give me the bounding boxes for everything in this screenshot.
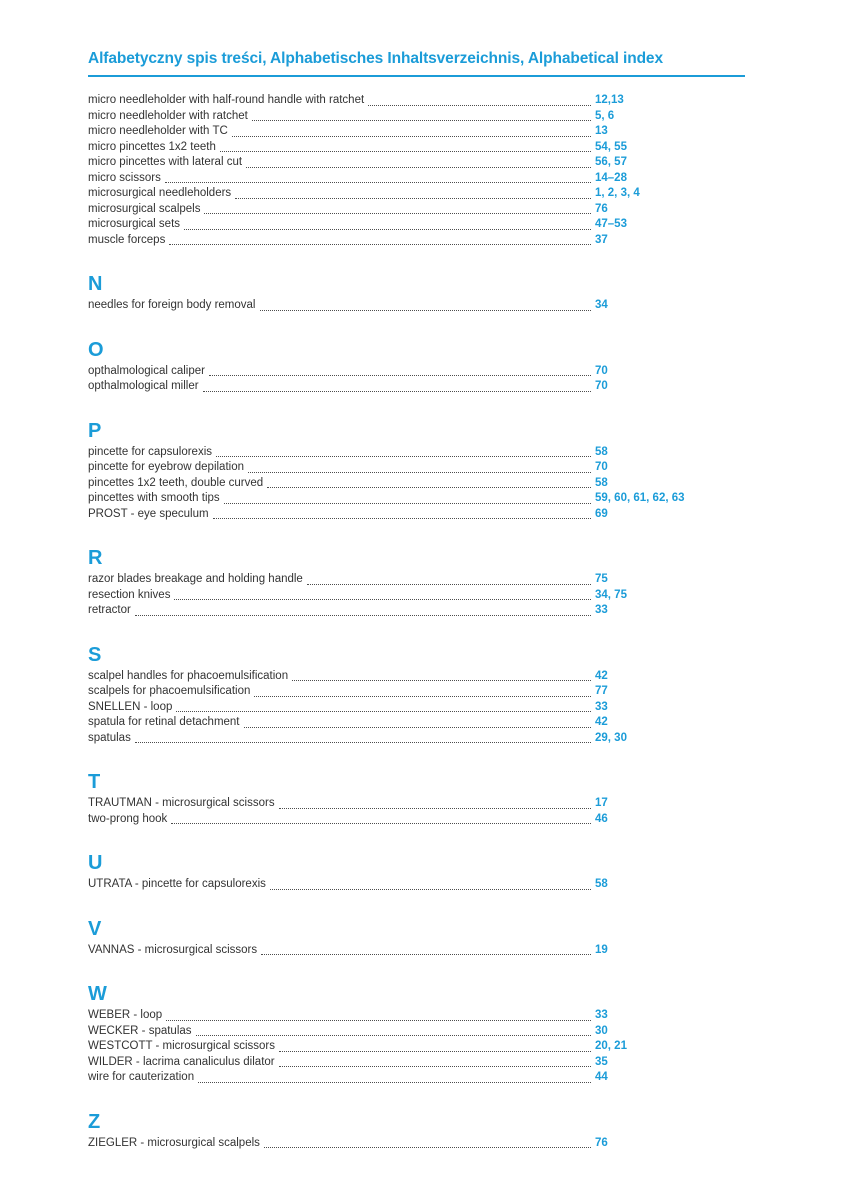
page-title: Alfabetyczny spis treści, Alphabetisches Inhaltsverzeichnis, Alphabetical index [88,50,663,67]
dotted-leader [209,375,591,376]
dotted-leader [174,599,591,600]
index-entry-row [88,1039,745,1055]
dotted-leader [220,151,591,152]
index-entry-row [88,109,745,125]
entry-page-numbers: 58 [595,445,608,458]
entry-page-numbers: 13 [595,125,608,137]
index-entry-row [88,943,745,959]
index-entry-row [88,507,745,523]
dotted-leader [184,229,591,230]
entry-page-numbers: 44 [595,1071,608,1083]
section-rows [88,1136,745,1152]
entry-label: micro needleholder with ratchet [88,109,248,122]
index-section [88,918,745,959]
entry-label: scalpel handles for phacoemulsification [88,669,289,682]
entry-label: TRAUTMAN - microsurgical scissors [88,797,275,809]
index-entry-row [88,171,745,187]
dotted-leader [204,213,591,214]
dotted-leader [279,808,591,809]
entry-page-numbers: 19 [595,943,608,956]
entry-page-numbers: 76 [595,1136,608,1149]
section-rows [88,1008,745,1086]
index-entry-row [88,669,745,685]
dotted-leader [244,727,591,728]
section-rows [88,445,745,523]
dotted-leader [267,487,591,488]
entry-label: opthalmological miller [88,380,199,392]
entry-page-numbers: 75 [595,573,608,585]
dotted-leader [176,711,591,712]
index-section [88,1111,745,1152]
section-letter: U [88,852,103,874]
entry-label: microsurgical sets [88,218,181,230]
index-entry-row [88,1055,745,1071]
dotted-leader [279,1051,591,1052]
entry-page-numbers: 35 [595,1055,608,1068]
entry-page-numbers: 30 [595,1024,608,1037]
index-entry-row [88,93,745,109]
section-rows [88,572,745,619]
index-entry-row [88,445,745,461]
section-rows [88,669,745,747]
index-section [88,273,745,314]
index-entry-row [88,476,745,492]
entry-label: spatulas [88,731,131,744]
index-section [88,420,745,523]
dotted-leader [279,1066,591,1067]
entry-label: WESTCOTT - microsurgical scissors [88,1040,275,1052]
dotted-leader [196,1035,591,1036]
entry-label: WILDER - lacrima canaliculus dilator [88,1055,275,1068]
dotted-leader [252,120,591,121]
entry-label: micro needleholder with TC [88,125,228,137]
entry-label: scalpels for phacoemulsification [88,685,251,697]
index-entry-row [88,140,745,156]
index-section [88,852,745,893]
index-entry-row [88,364,745,380]
entry-label: spatula for retinal detachment [88,716,240,728]
index-entry-row [88,603,745,619]
section-letter: W [88,983,107,1005]
dotted-leader [235,198,591,199]
entry-label: pincette for capsulorexis [88,445,213,458]
entry-page-numbers: 59, 60, 61, 62, 63 [595,492,685,504]
index-entry-row [88,1024,745,1040]
entry-page-numbers: 29, 30 [595,731,627,744]
entry-page-numbers: 37 [595,233,608,246]
entry-label: resection knives [88,588,171,601]
index-section [88,771,745,827]
entry-page-numbers: 76 [595,202,608,215]
dotted-leader [224,503,591,504]
index-entry-row [88,1070,745,1086]
index-entry-row [88,491,745,507]
index-entry-row [88,588,745,604]
section-letter: S [88,643,102,666]
entry-label: pincette for eyebrow depilation [88,461,244,473]
index-section [88,93,745,248]
index-entry-row [88,812,745,828]
entry-label: wire for cauterization [88,1071,195,1083]
index-entry-row [88,186,745,202]
dotted-leader [368,105,591,106]
entry-page-numbers: 42 [595,716,608,728]
index-entry-row [88,877,745,893]
entry-label: pincettes 1x2 teeth, double curved [88,476,264,489]
entry-page-numbers: 33 [595,700,608,713]
entry-label: ZIEGLER - microsurgical scalpels [88,1136,260,1149]
index-entry-row [88,572,745,588]
section-letter: V [88,917,102,940]
entry-label: micro needleholder with half-round handle with ratchet [88,94,365,106]
dotted-leader [165,182,591,183]
entry-page-numbers: 69 [595,507,608,520]
dotted-leader [264,1147,591,1148]
entry-label: muscle forceps [88,233,166,246]
entry-page-numbers: 5, 6 [595,109,615,122]
section-letter: N [88,273,103,295]
entry-page-numbers: 70 [595,461,608,473]
dotted-leader [261,954,591,955]
index-entry-row [88,1008,745,1024]
index-section [88,547,745,619]
dotted-leader [246,167,591,168]
entry-label: VANNAS - microsurgical scissors [88,943,258,956]
index-entry-row [88,460,745,476]
entry-page-numbers: 33 [595,604,608,616]
entry-page-numbers: 34, 75 [595,588,627,601]
entry-label: opthalmological caliper [88,364,205,377]
dotted-leader [169,244,591,245]
index-entry-row [88,155,745,171]
dotted-leader [292,680,591,681]
entry-page-numbers: 70 [595,364,608,377]
entry-page-numbers: 70 [595,380,608,392]
entry-label: two-prong hook [88,812,168,825]
entry-label: SNELLEN - loop [88,700,173,713]
entry-page-numbers: 20, 21 [595,1040,627,1052]
dotted-leader [135,742,591,743]
entry-label: needles for foreign body removal [88,299,256,311]
index-entry-row [88,715,745,731]
index-entry-row [88,379,745,395]
index-section [88,983,745,1086]
section-letter: Z [88,1110,101,1133]
dotted-leader [166,1020,591,1021]
section-rows [88,943,745,959]
section-letter: P [88,419,102,442]
index-entry-row [88,217,745,233]
entry-label: WEBER - loop [88,1009,163,1021]
entry-label: micro scissors [88,171,161,184]
dotted-leader [260,310,592,311]
index-sections [88,93,745,1151]
index-entry-row [88,233,745,249]
section-letter: T [88,771,101,793]
dotted-leader [254,696,591,697]
entry-page-numbers: 77 [595,685,608,697]
section-rows [88,298,745,314]
entry-page-numbers: 42 [595,669,608,682]
index-section [88,644,745,747]
index-section [88,339,745,395]
entry-label: UTRATA - pincette for capsulorexis [88,878,266,890]
section-rows [88,877,745,893]
dotted-leader [135,615,591,616]
index-entry-row [88,684,745,700]
entry-page-numbers: 54, 55 [595,140,627,153]
entry-label: micro pincettes 1x2 teeth [88,140,216,153]
dotted-leader [307,584,591,585]
dotted-leader [198,1082,591,1083]
dotted-leader [216,456,591,457]
dotted-leader [171,823,591,824]
index-entry-row [88,124,745,140]
dotted-leader [203,391,591,392]
index-entry-row [88,731,745,747]
dotted-leader [270,889,591,890]
entry-label: microsurgical needleholders [88,187,232,199]
entry-page-numbers: 46 [595,812,608,825]
index-entry-row [88,298,745,314]
entry-page-numbers: 14–28 [595,171,627,184]
index-entry-row [88,700,745,716]
dotted-leader [248,472,591,473]
index-entry-row [88,202,745,218]
index-entry-row [88,796,745,812]
section-rows [88,364,745,395]
section-letter: R [88,547,103,569]
entry-label: PROST - eye speculum [88,507,209,520]
entry-page-numbers: 33 [595,1009,608,1021]
index-header [88,50,745,77]
entry-page-numbers: 58 [595,878,608,890]
dotted-leader [213,518,591,519]
entry-page-numbers: 12,13 [595,94,624,106]
index-entry-row [88,1136,745,1152]
entry-page-numbers: 1, 2, 3, 4 [595,187,640,199]
entry-label: microsurgical scalpels [88,202,201,215]
entry-label: pincettes with smooth tips [88,492,220,504]
entry-page-numbers: 47–53 [595,218,627,230]
section-rows [88,93,745,248]
entry-label: micro pincettes with lateral cut [88,156,243,168]
entry-page-numbers: 56, 57 [595,156,627,168]
entry-page-numbers: 34 [595,299,608,311]
section-rows [88,796,745,827]
entry-label: razor blades breakage and holding handle [88,573,303,585]
section-letter: O [88,338,104,361]
entry-page-numbers: 17 [595,797,608,809]
entry-label: retractor [88,604,131,616]
entry-label: WECKER - spatulas [88,1024,192,1037]
dotted-leader [232,136,591,137]
entry-page-numbers: 58 [595,476,608,489]
